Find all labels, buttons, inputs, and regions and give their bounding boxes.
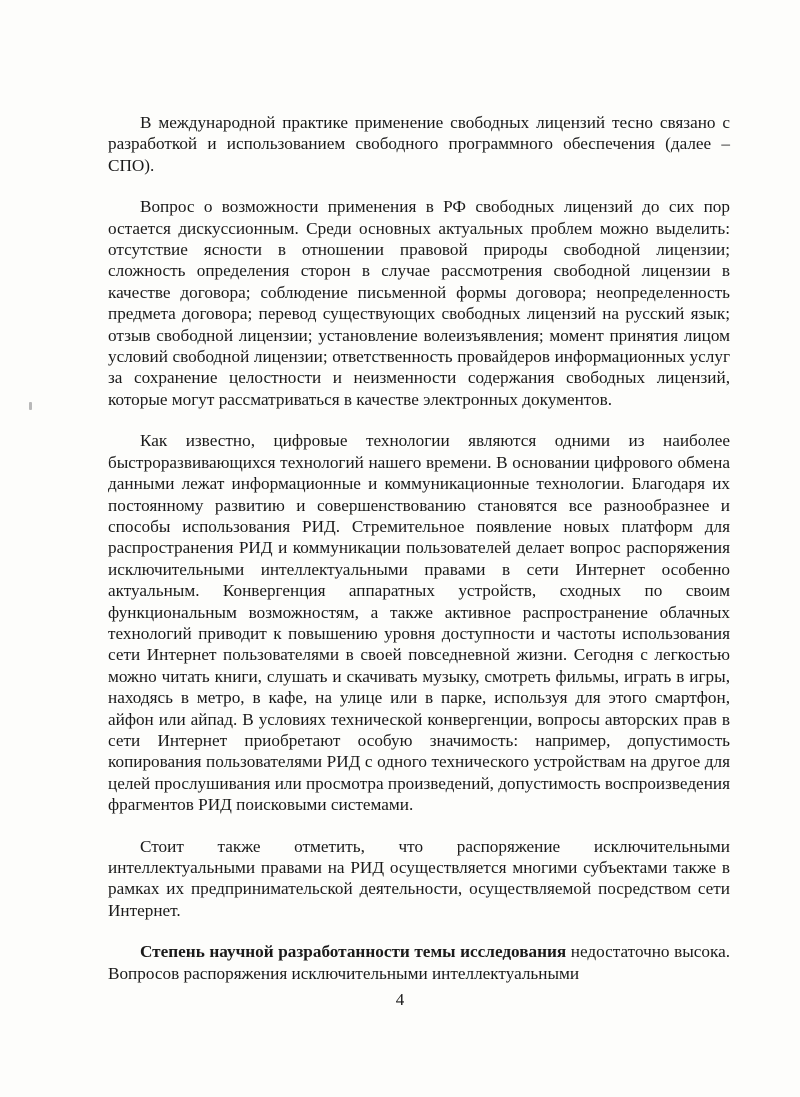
- body-text: [108, 112, 730, 984]
- paragraph-business-activity: [108, 836, 730, 922]
- scan-artifact: [29, 402, 32, 410]
- paragraph-text: недостаточно высока. Вопросов распоряжения исключительными интеллектуальными: [108, 942, 730, 983]
- paragraph-text: Вопрос о возможности применения в РФ свободных лицензий до сих пор остается дискуссионным. Среди основных актуальных проблем можно выделить: отсутствие ясности в отношении правовой природы свободной лицензии; сложность определения сторон в случае рассмотрения свободной лицензии в качестве договора; соблюдение письменной формы договора; неопределенность предмета договора; перевод существующих свободных лицензий на русский язык; отзыв свободной лицензии; установление волеизъявления; момент принятия лицом условий свободной лицензии; ответственность провайдеров информационных услуг за сохранение целостности и неизменности содержания свободных лицензий, которые могут рассматриваться в качестве электронных документов.: [108, 197, 730, 409]
- paragraph-text: В международной практике применение свободных лицензий тесно связано с разработкой и использованием свободного программного обеспечения (далее – СПО).: [108, 113, 730, 175]
- paragraph-text: Как известно, цифровые технологии являются одними из наиболее быстроразвивающихся технологий нашего времени. В основании цифрового обмена данными лежат информационные и коммуникационные технологии. Благодаря их постоянному развитию и совершенствованию становятся все разнообразнее и способы использования РИД. Стремительное появление новых платформ для распространения РИД и коммуникации пользователей делает вопрос распоряжения исключительными интеллектуальными правами в сети Интернет особенно актуальным. Конвергенция аппаратных устройств, сходных по своим функциональным возможностям, а также активное распространение облачных технологий приводит к повышению уровня доступности и частоты использования сети Интернет пользователями в своей повседневной жизни. Сегодня с легкостью можно читать книги, слушать и скачивать музыку, смотреть фильмы, играть в игры, находясь в метро, в кафе, на улице или в парке, используя для этого смартфон, айфон или айпад. В условиях технической конвергенции, вопросы авторских прав в сети Интернет приобретают особую значимость: например, допустимость копирования пользователями РИД с одного технического устройствам на другое для целей прослушивания или просмотра произведений, допустимость воспроизведения фрагментов РИД поисковыми системами.: [108, 431, 730, 815]
- paragraph-intro: [108, 112, 730, 176]
- paragraph-free-license-problems: [108, 196, 730, 410]
- page-number: 4: [395, 990, 405, 1009]
- paragraph-text: Стоит также отметить, что распоряжение исключительными интеллектуальными правами на РИД осуществляется многими субъектами также в рамках их предпринимательской деятельности, осуществляемой посредством сети Интернет.: [108, 836, 730, 920]
- paragraph-digital-technologies: [108, 430, 730, 815]
- paragraph-bold-lead: Степень научной разработанности темы исследования: [140, 942, 567, 962]
- paragraph-research-degree: [108, 941, 730, 984]
